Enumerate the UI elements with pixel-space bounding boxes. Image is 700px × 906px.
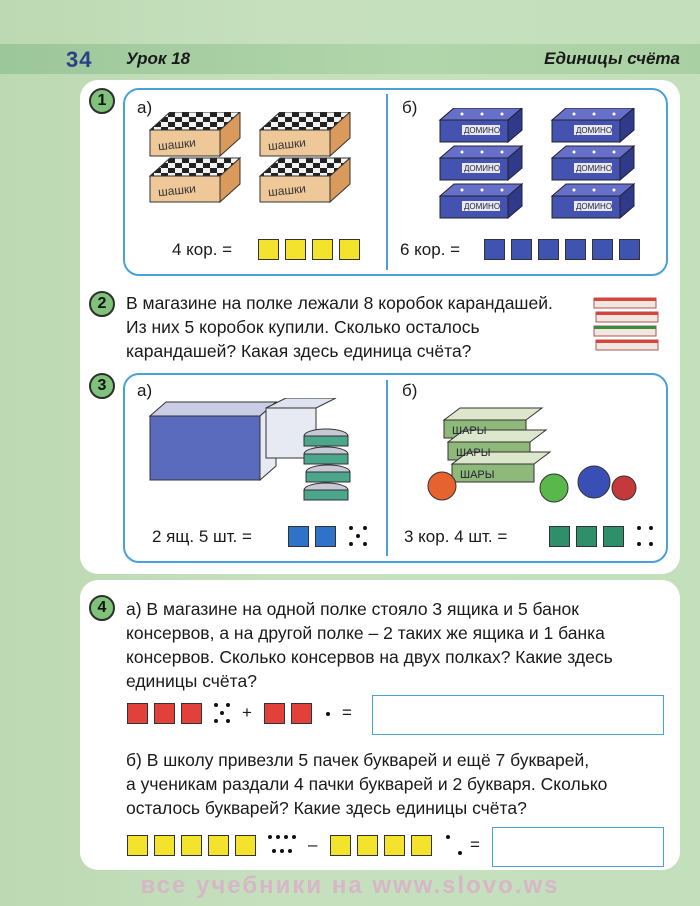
lesson-title: Урок 18 <box>126 49 191 68</box>
unit-square <box>285 239 306 260</box>
task-1-number: 1 <box>89 88 115 114</box>
unit-dot <box>649 542 653 546</box>
plus-sign: + <box>242 703 252 722</box>
task-3a-label: а) <box>137 381 153 400</box>
unit-dot <box>637 542 641 546</box>
unit-dot <box>637 526 641 530</box>
unit-dot <box>226 703 230 707</box>
unit-square <box>312 239 333 260</box>
task-4b-line-2: а ученикам раздали 4 пачки букварей и 2 букваря. Сколько <box>126 774 608 794</box>
unit-square <box>291 703 312 724</box>
unit-dot <box>326 712 330 716</box>
task-3b-equation: 3 кор. 4 шт. = <box>404 527 508 546</box>
unit-square <box>288 526 309 547</box>
unit-square <box>484 239 505 260</box>
unit-square <box>258 239 279 260</box>
unit-dot <box>349 526 353 530</box>
unit-square <box>538 239 559 260</box>
unit-square <box>384 835 405 856</box>
minus-sign: – <box>308 835 318 854</box>
task-3-divider <box>386 380 388 556</box>
task-1b-equation: 6 кор. = <box>400 240 461 259</box>
task-2-number: 2 <box>89 291 115 317</box>
task-2-line-1: В магазине на полке лежали 8 коробок карандашей. <box>126 293 553 313</box>
svg-text:ШАРЫ: ШАРЫ <box>456 447 491 459</box>
unit-square <box>181 703 202 724</box>
unit-dot <box>214 703 218 707</box>
unit-square <box>154 703 175 724</box>
unit-dot <box>292 835 296 839</box>
unit-square <box>411 835 432 856</box>
unit-square <box>208 835 229 856</box>
task-4b-line-1: б) В школу привезли 5 пачек букварей и ещё 7 букварей, <box>126 750 590 770</box>
unit-square <box>565 239 586 260</box>
task-4a-line-3: консервов. Сколько консервов на двух полках? Какие здесь <box>126 647 613 667</box>
task-4b-line-3: осталось букварей? Какие здесь единицы счёта? <box>126 798 527 818</box>
task-2-line-3: карандашей? Какая здесь единица счёта? <box>126 341 472 361</box>
unit-dot <box>226 719 230 723</box>
unit-dot <box>446 835 450 839</box>
unit-dot <box>272 849 276 853</box>
task-1a-label: а) <box>137 98 153 117</box>
task-4a-line-1: а) В магазине на одной полке стояло 3 ящика и 5 банок <box>126 599 579 619</box>
unit-square <box>127 835 148 856</box>
checkers-boxes-illustration <box>140 112 370 227</box>
unit-dot <box>280 849 284 853</box>
equals-sign: = <box>470 835 480 854</box>
unit-square <box>315 526 336 547</box>
page-header <box>0 44 700 74</box>
crates-and-cans-illustration <box>146 398 371 508</box>
unit-dot <box>288 849 292 853</box>
svg-text:ШАРЫ: ШАРЫ <box>452 425 487 437</box>
unit-dot <box>268 835 272 839</box>
unit-square <box>181 835 202 856</box>
unit-dot <box>349 542 353 546</box>
unit-square <box>264 703 285 724</box>
unit-square <box>357 835 378 856</box>
task-1a-equation: 4 кор. = <box>172 240 233 259</box>
unit-square <box>127 703 148 724</box>
unit-dot <box>458 851 462 855</box>
unit-square <box>576 526 597 547</box>
domino-boxes-illustration <box>432 108 664 230</box>
task-4b-answer-box[interactable] <box>492 827 664 867</box>
unit-dot <box>649 526 653 530</box>
task-2-line-2: Из них 5 коробок купили. Сколько осталось <box>126 317 480 337</box>
unit-square <box>603 526 624 547</box>
ornament-boxes-illustration <box>424 398 639 508</box>
unit-square <box>154 835 175 856</box>
unit-square <box>592 239 613 260</box>
task-3a-equation: 2 ящ. 5 шт. = <box>152 527 252 546</box>
unit-square <box>235 835 256 856</box>
unit-square <box>549 526 570 547</box>
pencil-boxes-illustration <box>592 294 662 356</box>
task-3b-label: б) <box>402 381 418 400</box>
unit-square <box>330 835 351 856</box>
unit-dot <box>220 711 224 715</box>
page-number: 34 <box>66 47 93 72</box>
task-3-number: 3 <box>89 373 115 399</box>
unit-square <box>511 239 532 260</box>
task-4a-line-2: консервов, а на другой полке – 2 таких же ящика и 1 банка <box>126 623 605 643</box>
topic-title: Единицы счёта <box>544 49 680 68</box>
task-1b-label: б) <box>402 98 418 117</box>
task-4-number: 4 <box>89 595 115 621</box>
unit-dot <box>284 835 288 839</box>
unit-square <box>339 239 360 260</box>
bottom-watermark: все учебники на www.slovo.ws <box>140 872 560 899</box>
equals-sign: = <box>342 703 352 722</box>
task-4a-answer-box[interactable] <box>372 695 664 735</box>
task-4a-line-4: единицы счёта? <box>126 671 257 691</box>
unit-dot <box>363 526 367 530</box>
svg-text:ШАРЫ: ШАРЫ <box>460 469 495 481</box>
unit-dot <box>276 835 280 839</box>
unit-square <box>619 239 640 260</box>
svg-text:шашки: шашки <box>157 135 197 154</box>
unit-dot <box>356 534 360 538</box>
unit-dot <box>363 542 367 546</box>
task-1-divider <box>386 94 388 270</box>
unit-dot <box>214 719 218 723</box>
